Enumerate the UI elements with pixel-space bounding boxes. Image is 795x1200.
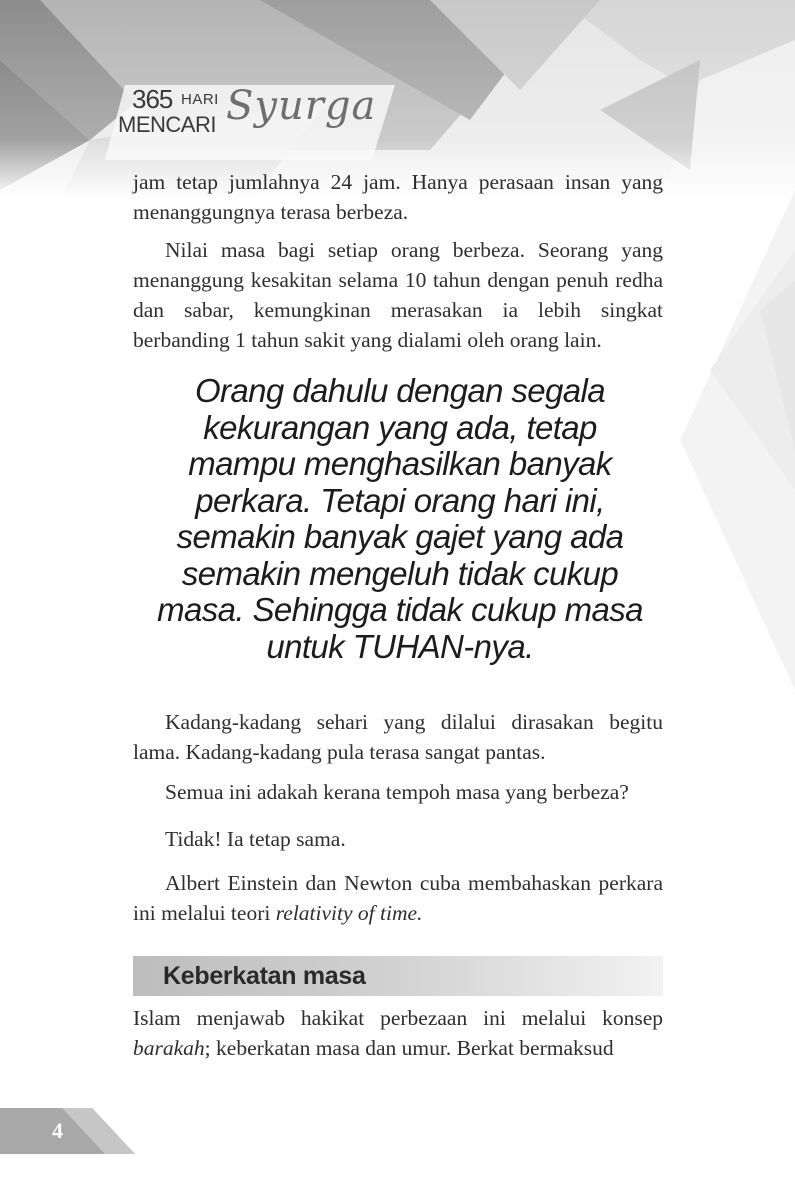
page-number: 4 (52, 1118, 63, 1143)
book-logo (118, 82, 377, 142)
paragraph-7-italic: barakah (133, 1036, 205, 1060)
paragraph-5: Tidak! Ia tetap sama. (165, 827, 346, 851)
paragraph-6-italic: relativity of time. (275, 901, 423, 925)
paragraph-7 (133, 1003, 663, 1063)
paragraph-4: Semua ini adakah kerana tempoh masa yang berbeza? (165, 780, 629, 804)
page-number-tab (0, 1108, 135, 1154)
section-title: Keberkatan masa (163, 962, 366, 990)
paragraph-3: Kadang-kadang sehari yang dilalui dirasakan begitu lama. Kadang-kadang pula terasa sangat pantas. (133, 710, 663, 764)
logo-hari: HARI (181, 91, 219, 108)
logo-number: 365 (132, 84, 173, 114)
paragraph-7-text-end: ; keberkatan masa dan umur. Berkat bermaksud (204, 1036, 614, 1060)
paragraph-7-text-start: Islam menjawab hakikat perbezaan ini melalui konsep (133, 1006, 663, 1030)
logo-mencari: MENCARI (118, 112, 216, 137)
paragraph-6-text: Albert Einstein dan Newton cuba membahaskan perkara ini melalui teori (133, 871, 663, 925)
paragraph-6 (133, 868, 663, 928)
paragraph-2: Nilai masa bagi setiap orang berbeza. Seorang yang menanggung kesakitan selama 10 tahun dengan penuh redha dan sabar, kemungkinan merasakan ia lebih singkat berbanding 1 tahun sakit yang dialami oleh orang lain. (133, 238, 663, 352)
section-heading (133, 956, 663, 996)
paragraph-1: jam tetap jumlahnya 24 jam. Hanya perasaan insan yang menanggungnya terasa berbeza. (133, 170, 663, 224)
logo-script: Syurga (226, 83, 377, 129)
pull-quote: Orang dahulu dengan segala kekurangan yang ada, tetap mampu menghasilkan banyak perkara. Tetapi orang hari ini, semakin banyak gajet yang ada semakin mengeluh tidak cukup masa. Sehingga tidak cukup masa untuk TUHAN-nya. (157, 372, 643, 665)
